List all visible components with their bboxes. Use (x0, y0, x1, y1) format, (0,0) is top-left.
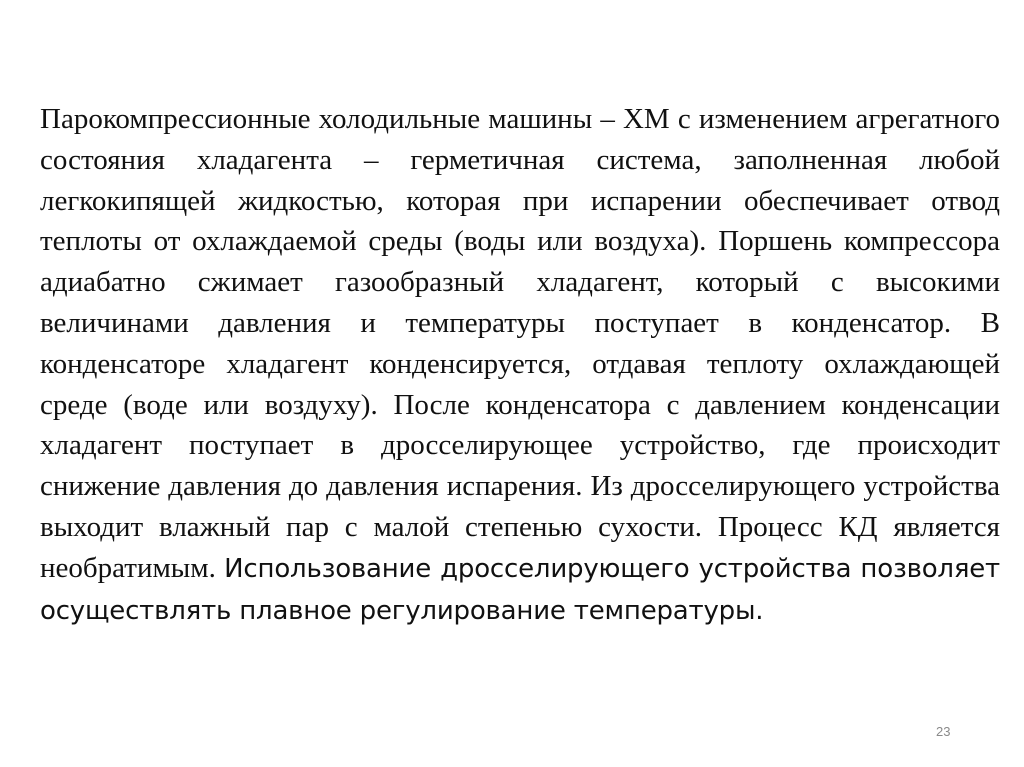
page-number: 23 (936, 724, 951, 739)
paragraph-sans-text: Использование дросселирующего устройства позволяет осуществлять плавное регулирование температуры. (40, 553, 1000, 626)
body-paragraph (40, 99, 1000, 631)
paragraph-serif-text: Парокомпрессионные холодильные машины – ХМ с изменением агрегатного состояния хладагента – герметичная система, заполненная любой легкокипящей жидкостью, которая при испарении обеспечивает отвод теплоты от охлаждаемой среды (воды или воздуха). Поршень компрессора адиабатно сжимает газообразный хладагент, который с высокими величинами давления и температуры поступает в конденсатор. В конденсаторе хладагент конденсируется, отдавая теплоту охлаждающей среде (воде или воздуху). После конденсатора с давлением конденсации хладагент поступает в дросселирующее устройство, где происходит снижение давления до давления испарения. Из дросселирующего устройства выходит влажный пар с малой степенью сухости. Процесс КД является необратимым. (40, 103, 1000, 584)
